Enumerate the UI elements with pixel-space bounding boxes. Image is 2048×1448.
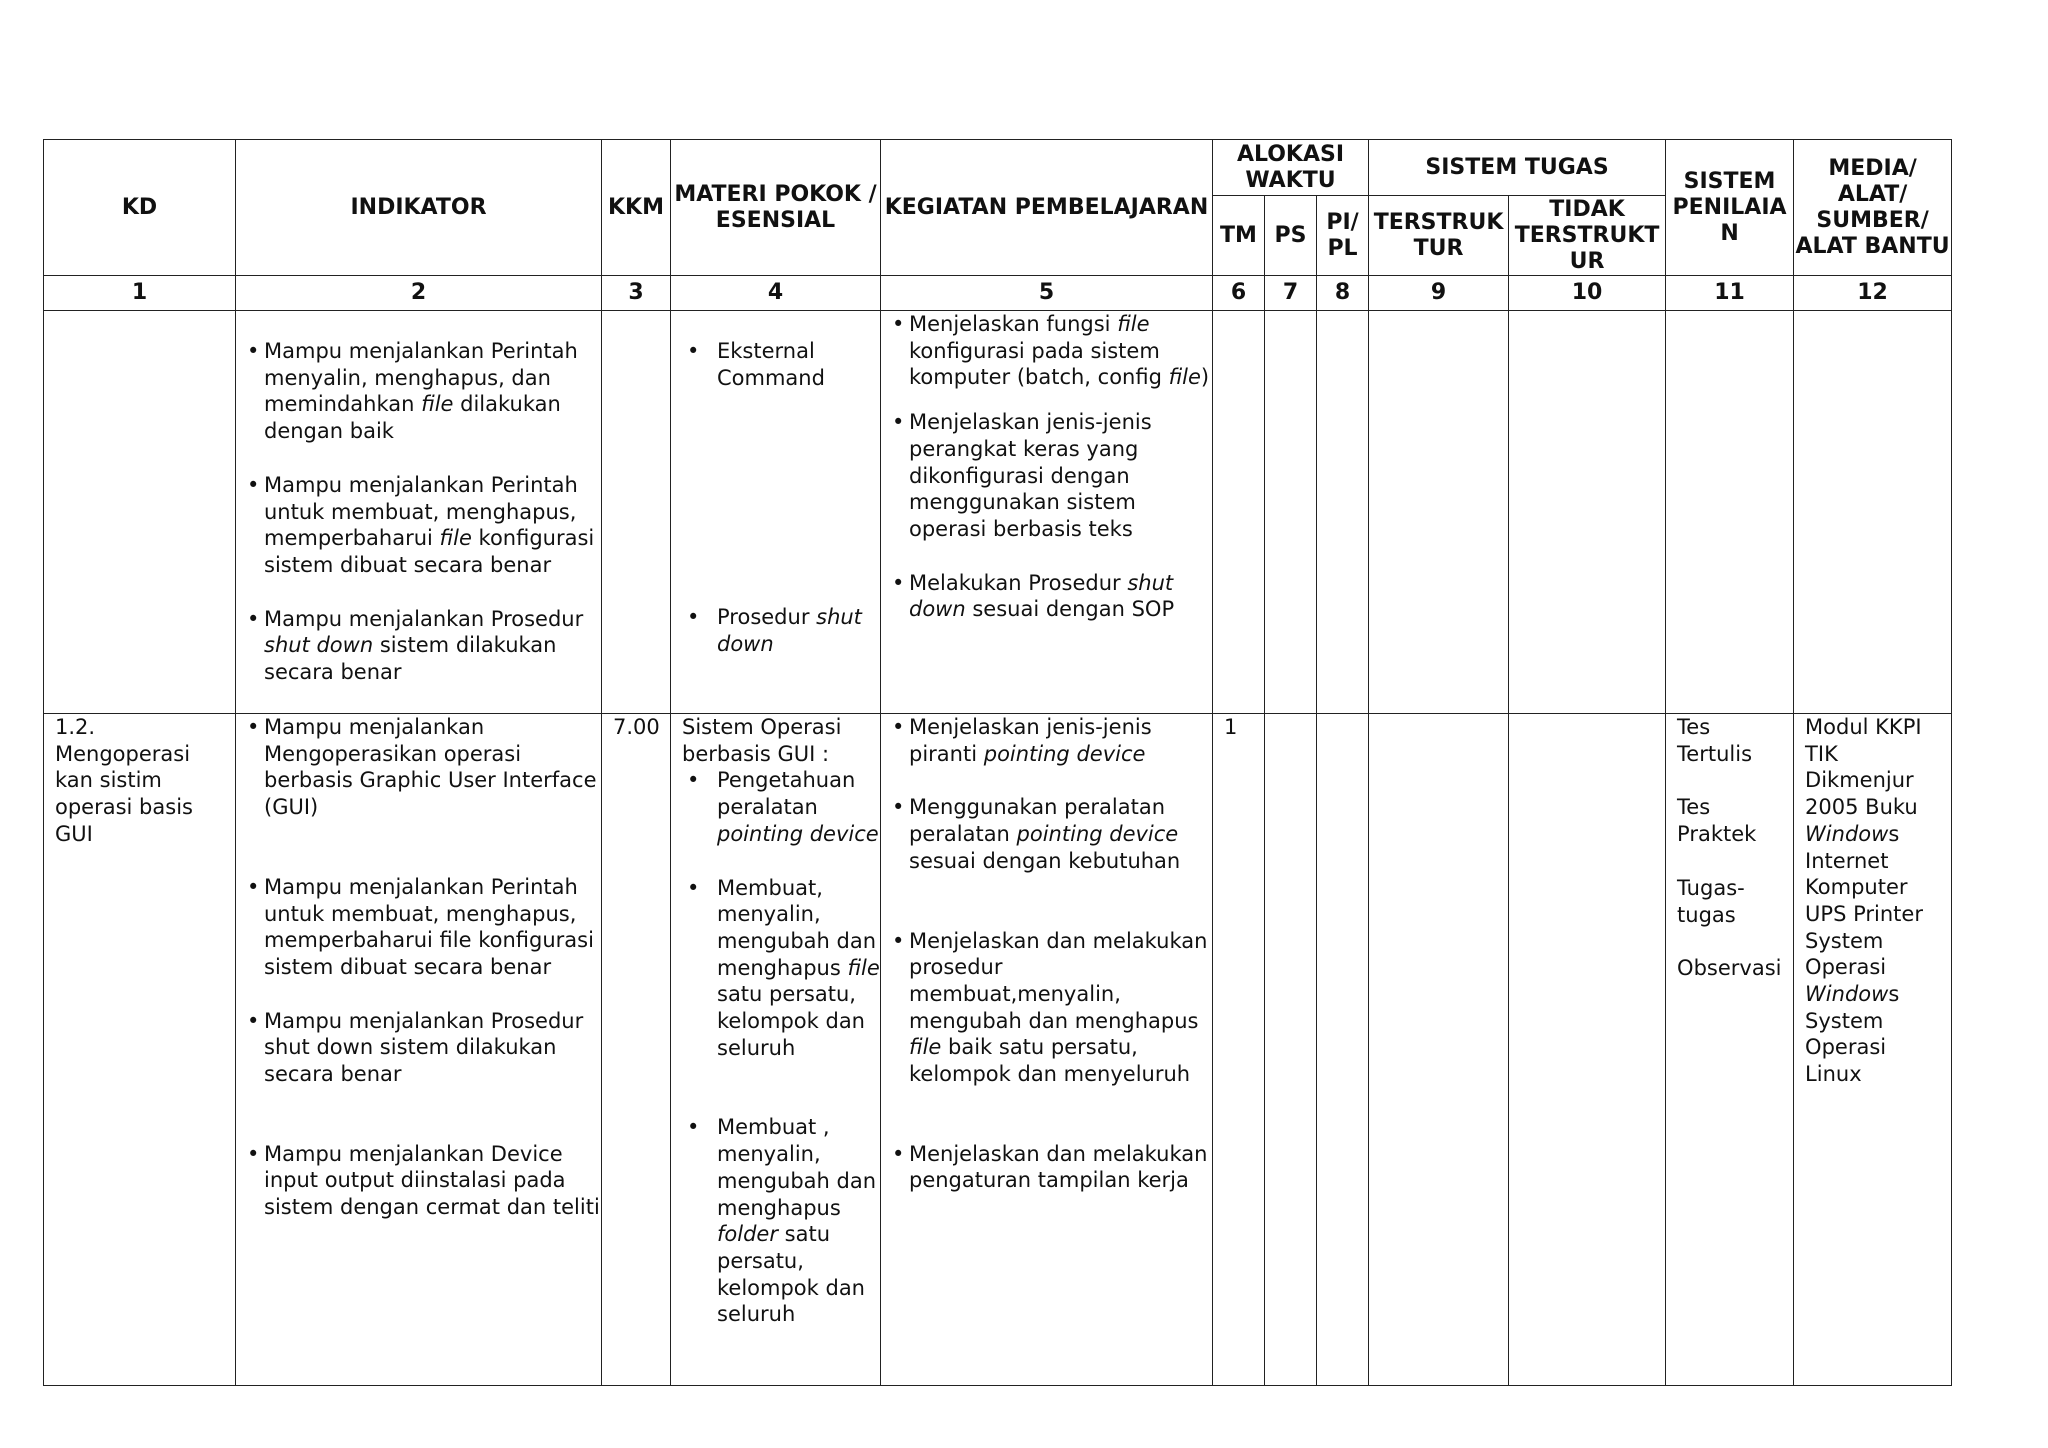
list-item: • Mampu menjalankan Perintah untuk membuat, menghapus, memperbaharui file konfigurasi sistem dibuat secara benar bbox=[236, 874, 601, 981]
col-num: 5 bbox=[881, 276, 1213, 311]
list-item: • Mampu menjalankan Prosedur shut down sistem dilakukan secara benar bbox=[236, 606, 601, 686]
col-num: 3 bbox=[602, 276, 671, 311]
penilaian-item: Tes Praktek bbox=[1677, 795, 1757, 847]
col-num: 1 bbox=[44, 276, 236, 311]
row1-indikator-cell bbox=[236, 311, 602, 714]
row1-kd bbox=[44, 311, 236, 714]
row1-materi-cell bbox=[671, 311, 881, 714]
row1-terstruktur bbox=[1369, 311, 1509, 714]
row2-tidak-terstruktur bbox=[1509, 714, 1666, 1386]
header-indikator: INDIKATOR bbox=[236, 140, 602, 276]
row1-media bbox=[1794, 311, 1952, 714]
list-item: • Menjelaskan dan melakukan pengaturan tampilan kerja bbox=[881, 1141, 1212, 1194]
list-item: • Eksternal Command bbox=[671, 338, 880, 391]
list-item: • Menjelaskan fungsi file konfigurasi pada sistem komputer (batch, config file) bbox=[881, 311, 1212, 391]
penilaian-item: Tes Tertulis bbox=[1677, 715, 1753, 766]
list-item: • Mampu menjalankan Prosedur shut down sistem dilakukan secara benar bbox=[236, 1008, 601, 1088]
media-text: Modul KKPI TIK Dikmenjur 2005 Buku Windows Internet Komputer UPS Printer System Operasi Windows System Operasi Linux bbox=[1805, 715, 1923, 1087]
list-item: • Prosedur shut down bbox=[671, 604, 880, 657]
list-item: • Menjelaskan jenis-jenis piranti pointing device bbox=[881, 714, 1212, 767]
col-num: 8 bbox=[1317, 276, 1369, 311]
col-num: 11 bbox=[1666, 276, 1794, 311]
row2-penilaian-cell bbox=[1666, 714, 1794, 1386]
header-media: MEDIA/ ALAT/ SUMBER/ ALAT BANTU bbox=[1794, 140, 1952, 276]
header-tm: TM bbox=[1213, 196, 1265, 276]
list-item: • Membuat , menyalin, mengubah dan menghapus folder satu persatu, kelompok dan seluruh bbox=[671, 1114, 880, 1328]
col-num: 4 bbox=[671, 276, 881, 311]
row1-tm bbox=[1213, 311, 1265, 714]
row2-kegiatan-cell bbox=[881, 714, 1213, 1386]
header-sistem-tugas: SISTEM TUGAS bbox=[1369, 140, 1666, 196]
list-item: • Mampu menjalankan Perintah untuk membuat, menghapus, memperbaharui file konfigurasi sistem dibuat secara benar bbox=[236, 472, 601, 579]
row2-indikator-cell bbox=[236, 714, 602, 1386]
col-num: 2 bbox=[236, 276, 602, 311]
header-pipl: PI/ PL bbox=[1317, 196, 1369, 276]
materi-title: Sistem Operasi berbasis GUI : bbox=[682, 715, 842, 766]
header-sistem-penilaian: SISTEM PENILAIA N bbox=[1666, 140, 1794, 276]
row1-ps bbox=[1265, 311, 1317, 714]
row2-kd: 1.2. Mengoperasi kan sistim operasi basis GUI bbox=[44, 714, 236, 1386]
row2-pipl bbox=[1317, 714, 1369, 1386]
row1-kkm bbox=[602, 311, 671, 714]
row2-ps bbox=[1265, 714, 1317, 1386]
list-item: • Menjelaskan jenis-jenis perangkat keras yang dikonfigurasi dengan menggunakan sistem operasi berbasis teks bbox=[881, 409, 1212, 543]
col-num: 6 bbox=[1213, 276, 1265, 311]
row2-media-cell bbox=[1794, 714, 1952, 1386]
row2-terstruktur bbox=[1369, 714, 1509, 1386]
list-item: • Menjelaskan dan melakukan prosedur membuat,menyalin, mengubah dan menghapus file baik satu persatu, kelompok dan menyeluruh bbox=[881, 928, 1212, 1088]
header-tidak-terstruktur: TIDAK TERSTRUKT UR bbox=[1509, 196, 1666, 276]
header-kd: KD bbox=[44, 140, 236, 276]
header-ps: PS bbox=[1265, 196, 1317, 276]
col-num: 10 bbox=[1509, 276, 1666, 311]
row2-kkm: 7.00 bbox=[602, 714, 671, 1386]
row1-pipl bbox=[1317, 311, 1369, 714]
col-num: 9 bbox=[1369, 276, 1509, 311]
row2-materi-cell bbox=[671, 714, 881, 1386]
header-terstruktur: TERSTRUK TUR bbox=[1369, 196, 1509, 276]
penilaian-item: Tugas-tugas bbox=[1677, 875, 1745, 927]
header-kkm: KKM bbox=[602, 140, 671, 276]
row1-kegiatan-cell bbox=[881, 311, 1213, 714]
row1-tidak-terstruktur bbox=[1509, 311, 1666, 714]
header-kegiatan: KEGIATAN PEMBELAJARAN bbox=[881, 140, 1213, 276]
row1-penilaian bbox=[1666, 311, 1794, 714]
header-materi: MATERI POKOK / ESENSIAL bbox=[671, 140, 881, 276]
syllabus-table bbox=[43, 139, 1952, 1386]
header-alokasi: ALOKASI WAKTU bbox=[1213, 140, 1369, 196]
row2-tm: 1 bbox=[1213, 714, 1265, 1386]
col-num: 12 bbox=[1794, 276, 1952, 311]
penilaian-item: Observasi bbox=[1677, 956, 1782, 981]
list-item: • Melakukan Prosedur shut down sesuai dengan SOP bbox=[881, 570, 1212, 623]
list-item: • Mampu menjalankan Device input output diinstalasi pada sistem dengan cermat dan teliti bbox=[236, 1141, 601, 1221]
list-item: • Mampu menjalankan Mengoperasikan operasi berbasis Graphic User Interface (GUI) bbox=[236, 714, 601, 821]
col-num: 7 bbox=[1265, 276, 1317, 311]
list-item: • Pengetahuan peralatan pointing device bbox=[671, 767, 880, 847]
list-item: • Menggunakan peralatan peralatan pointing device sesuai dengan kebutuhan bbox=[881, 794, 1212, 874]
list-item: • Membuat, menyalin, mengubah dan menghapus file satu persatu, kelompok dan seluruh bbox=[671, 875, 880, 1062]
list-item: • Mampu menjalankan Perintah menyalin, menghapus, dan memindahkan file dilakukan dengan baik bbox=[236, 338, 601, 445]
